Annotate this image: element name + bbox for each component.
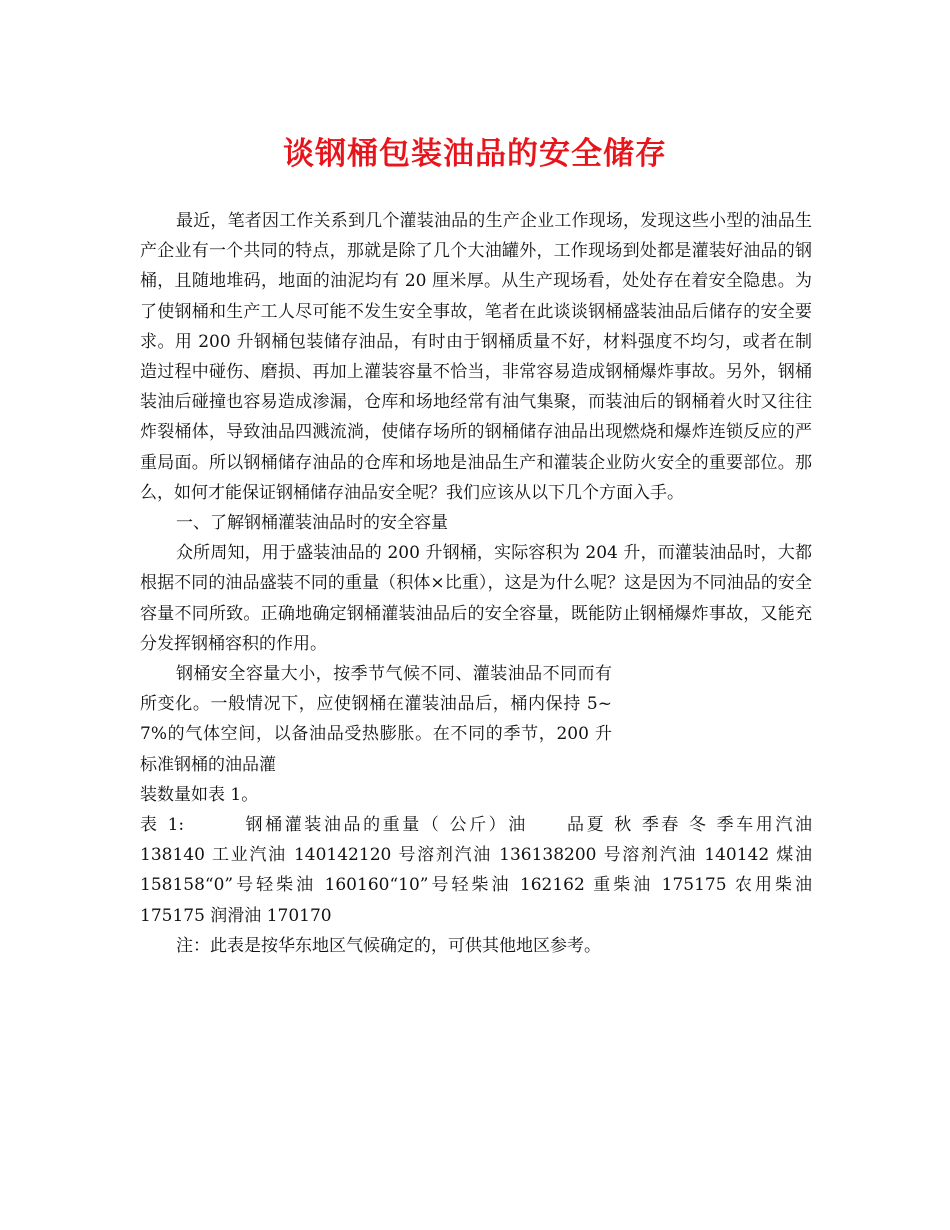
table-text-line: 表 1: 钢桶灌装油品的重量（ 公斤）油 品夏 秋 季春 冬 季车用汽油 — [140, 815, 812, 836]
document-title: 谈钢桶包装油品的安全储存 — [283, 136, 667, 172]
section-paragraph: 众所周知，用于盛装油品的 200 升钢桶，实际容积为 204 升，而灌装油品时，大都根据不同的油品盛装不同的重量（积体×比重），这是为什么呢？这是因为不同油品的安全容量不同所致。正确地确定钢桶灌装油品后的安全容量，既能防止钢桶爆炸事故，又能充分发挥钢桶容积的作用。 — [140, 543, 812, 654]
table-text-line: 175175 润滑油 170170 — [140, 905, 332, 926]
section-heading: 一、了解钢桶灌装油品时的安全容量 — [176, 513, 448, 534]
section-paragraph-2: 钢桶安全容量大小，按季节气候不同、灌装油品不同而有所变化。一般情况下，应使钢桶在灌装油品后，桶内保持 5~7%的气体空间，以备油品受热膨胀。在不同的季节，200 升标准钢桶的油品灌 — [140, 664, 612, 775]
section-paragraph-2-continued: 装数量如表 1。 — [140, 784, 259, 805]
table-note: 注：此表是按华东地区气候确定的，可供其他地区参考。 — [176, 935, 601, 956]
table-text-line: 158158“0”号轻柴油 160160“10”号轻柴油 162162 重柴油 175175 农用柴油 — [140, 875, 812, 896]
document-body — [140, 206, 812, 961]
table-text-line: 138140 工业汽油 140142120 号溶剂汽油 136138200 号溶剂汽油 140142 煤油 — [140, 845, 812, 866]
intro-paragraph: 最近，笔者因工作关系到几个灌装油品的生产企业工作现场，发现这些小型的油品生产企业有一个共同的特点，那就是除了几个大油罐外，工作现场到处都是灌装好油品的钢桶，且随地堆码，地面的油泥均有 20 厘米厚。从生产现场看，处处存在着安全隐患。为了使钢桶和生产工人尽可能不发生安全事故，笔者在此谈谈钢桶盛装油品后储存的安全要求。用 200 升钢桶包装储存油品，有时由于钢桶质量不好，材料强度不均匀，或者在制造过程中碰伤、磨损、再加上灌装容量不恰当，非常容易造成钢桶爆炸事故。另外，钢桶装油后碰撞也容易造成渗漏，仓库和场地经常有油气集聚，而装油后的钢桶着火时又往往炸裂桶体，导致油品四溅流淌，使储存场所的钢桶储存油品出现燃烧和爆炸连锁反应的严重局面。所以钢桶储存油品的仓库和场地是油品生产和灌装企业防火安全的重要部位。那么，如何才能保证钢桶储存油品安全呢？我们应该从以下几个方面入手。 — [140, 211, 812, 503]
